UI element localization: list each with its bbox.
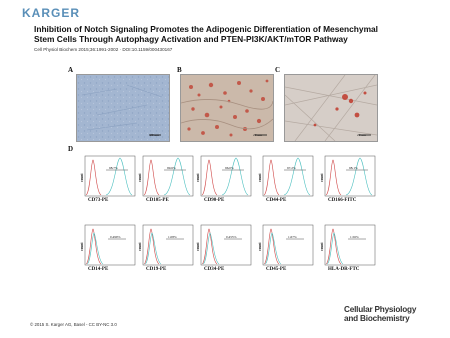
micrograph-c-image: [285, 75, 377, 141]
count-axis-label: count: [320, 173, 324, 182]
marker-curve: [222, 158, 248, 195]
histogram-row2-4: [320, 225, 376, 272]
histogram-row1-2: [196, 156, 252, 203]
histogram-row2-1: [138, 225, 194, 272]
count-axis-label: count: [138, 173, 142, 182]
percent-label: 1.56%: [350, 235, 359, 239]
marker-label: HLA-DR-FTC: [328, 267, 360, 272]
percent-label: 0.499%: [110, 235, 121, 239]
histogram-plot: [140, 225, 194, 267]
journal-line-1: Cellular Physiology: [344, 305, 417, 314]
scale-label-c: 20 um: [357, 133, 366, 137]
count-axis-label: count: [80, 173, 84, 182]
count-axis-label: count: [138, 242, 142, 251]
count-axis-label: count: [196, 242, 200, 251]
karger-logo: KARGER: [22, 6, 81, 20]
marker-label: CD166-FITC: [328, 198, 357, 203]
count-axis-label: count: [320, 242, 324, 251]
histogram-plot: [140, 156, 194, 198]
percent-label: 0.455%: [226, 235, 237, 239]
histogram-plot: [260, 225, 314, 267]
marker-curve: [284, 158, 310, 195]
panel-letter-d: D: [68, 145, 74, 153]
histogram-row1-0: [80, 156, 136, 203]
histogram-plot: [322, 225, 376, 267]
panel-letter-b: B: [177, 66, 182, 74]
marker-label: CD44-PE: [266, 198, 287, 203]
marker-label: CD19-PE: [146, 267, 167, 272]
percent-label: 96.0%: [225, 166, 234, 170]
histogram-row1-1: [138, 156, 194, 203]
marker-label: CD45-PE: [266, 267, 287, 272]
percent-label: 1.67%: [288, 235, 297, 239]
histogram-row2-3: [258, 225, 314, 272]
isotype-curve: [202, 160, 217, 195]
marker-curve: [164, 158, 190, 195]
micrograph-a-image: [77, 75, 169, 141]
micrograph-a: [76, 74, 170, 142]
slide-title: [34, 24, 434, 44]
scale-label-b: 20 um: [253, 133, 262, 137]
marker-curve: [346, 158, 372, 195]
histogram-row1-3: [258, 156, 314, 203]
marker-label: CD34-PE: [204, 267, 225, 272]
histogram-plot: [82, 225, 136, 267]
histogram-plot: [198, 225, 252, 267]
micrograph-c: [284, 74, 378, 142]
histogram-row1-4: [320, 156, 376, 203]
percent-label: 99.6%: [167, 166, 176, 170]
copyright: © 2015 S. Karger AG, Basel - CC BY-NC 3.0: [30, 322, 117, 327]
count-axis-label: count: [80, 242, 84, 251]
percent-label: 1.08%: [168, 235, 177, 239]
percent-label: 98.1%: [349, 166, 358, 170]
marker-label: CD105-PE: [146, 198, 169, 203]
citation: Cell Physiol Biochem 2015;36:1991-2002 · DOI:10.1159/000430167: [34, 47, 173, 52]
micrograph-b: [180, 74, 274, 142]
panel-letter-c: C: [275, 66, 281, 74]
journal-name: [344, 306, 416, 323]
histogram-plot: [82, 156, 136, 198]
marker-label: CD73-PE: [88, 198, 109, 203]
title-line-2: Stem Cells Through Autophagy Activation and PTEN-PI3K/AKT/mTOR Pathway: [34, 34, 348, 45]
count-axis-label: count: [258, 242, 262, 251]
count-axis-label: count: [196, 173, 200, 182]
isotype-curve: [326, 160, 341, 195]
journal-line-2: and Biochemistry: [344, 313, 410, 323]
isotype-curve: [144, 160, 159, 195]
isotype-curve: [264, 160, 279, 195]
marker-label: CD90-PE: [204, 198, 225, 203]
histogram-plot: [260, 156, 314, 198]
histogram-plot: [198, 156, 252, 198]
histogram-plot: [322, 156, 376, 198]
histogram-row2-0: [80, 225, 136, 272]
title-line-1: Inhibition of Notch Signaling Promotes the Adipogenic Differentiation of Mesenchymal: [34, 24, 379, 34]
percent-label: 98.7%: [109, 166, 118, 170]
percent-label: 97.2%: [287, 166, 296, 170]
count-axis-label: count: [258, 173, 262, 182]
histogram-row2-2: [196, 225, 252, 272]
scale-label-a: 20 um: [150, 133, 159, 137]
micrograph-b-image: [181, 75, 273, 141]
panel-letter-a: A: [68, 66, 74, 74]
marker-curve: [106, 158, 132, 195]
marker-label: CD14-PE: [88, 267, 109, 272]
isotype-curve: [86, 160, 101, 195]
